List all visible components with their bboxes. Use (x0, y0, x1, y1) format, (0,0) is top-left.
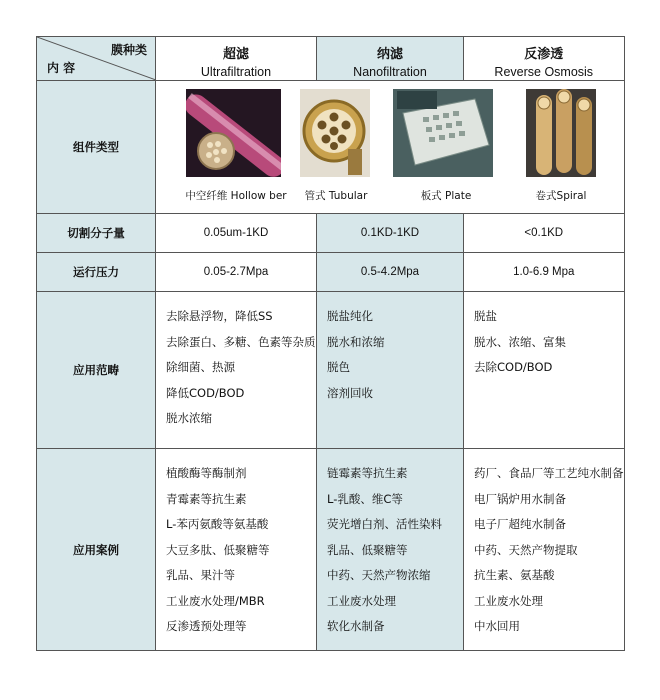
list-item: 去除蛋白、多糖、色素等杂质 (166, 334, 316, 349)
list-item: 去除COD/BOD (474, 360, 553, 374)
applications-nf (317, 292, 464, 449)
list-item: 中药、天然产物浓缩 (327, 568, 431, 582)
col-header-uf (156, 37, 317, 81)
caption-tubular: 管式 Tubular (304, 190, 368, 202)
list-item: L-苯丙氨酸等氨基酸 (166, 517, 269, 531)
list-item: 脱水浓缩 (166, 411, 212, 425)
spiral-module-image (526, 89, 596, 177)
list-item: 软化水制备 (327, 619, 385, 633)
list-item: 青霉素等抗生素 (166, 491, 247, 506)
list-item: 乳品、低聚糖等 (327, 542, 408, 557)
pressure-nf: 0.5-4.2Mpa (317, 253, 464, 292)
corner-header (37, 37, 156, 81)
row-label-cases: 应用案例 (37, 449, 156, 651)
list-item: 脱色 (327, 360, 350, 374)
membrane-type-label: 膜种类 (110, 43, 147, 57)
list-item: 降低COD/BOD (166, 385, 245, 400)
list-item: 溶剂回收 (327, 385, 373, 400)
plate-module-image (393, 89, 493, 177)
content-label: 内 容 (47, 61, 76, 75)
col-header-nf (317, 37, 464, 81)
col-header-ro (464, 37, 625, 81)
list-item: 工业废水处理 (474, 593, 543, 608)
col-header-zh: 纳滤 (376, 46, 403, 62)
list-item: 电厂锅炉用水制备 (474, 491, 566, 506)
cases-nf (317, 449, 464, 651)
col-header-zh: 反渗透 (524, 46, 564, 62)
col-header-en: Ultrafiltration (200, 64, 272, 79)
applications-ro (464, 292, 625, 449)
list-item: 荧光增白剂、活性染料 (327, 517, 442, 531)
cutoff-uf: 0.05um-1KD (156, 214, 317, 253)
list-item: 脱盐纯化 (327, 309, 373, 323)
caption-plate: 板式 Plate (420, 190, 472, 202)
list-item: 中药、天然产物提取 (474, 542, 578, 557)
list-item: 大豆多肽、低聚糖等 (166, 542, 270, 557)
list-item: 工业废水处理/MBR (166, 593, 265, 608)
col-header-zh: 超滤 (222, 46, 249, 62)
row-label-pressure: 运行压力 (37, 253, 156, 292)
col-header-en: Reverse Osmosis (494, 64, 594, 79)
cases-uf (156, 449, 317, 651)
list-item: 除细菌、热源 (166, 360, 235, 374)
cases-ro (464, 449, 625, 651)
list-item: 中水回用 (474, 619, 520, 633)
col-header-en: Nanofiltration (353, 64, 427, 79)
list-item: 工业废水处理 (327, 593, 396, 608)
list-item: 反渗透预处理等 (166, 619, 247, 633)
list-item: L-乳酸、维C等 (327, 491, 403, 506)
list-item: 电子厂超纯水制备 (474, 517, 566, 531)
list-item: 链霉素等抗生素 (327, 466, 408, 480)
list-item: 去除悬浮物，降低SS (166, 309, 273, 323)
list-item: 植酸酶等酶制剂 (166, 466, 247, 480)
list-item: 乳品、果汁等 (166, 568, 235, 582)
list-item: 脱水、浓缩、富集 (474, 334, 566, 349)
tubular-module-image (300, 89, 370, 177)
row-label-applications: 应用范畴 (37, 292, 156, 449)
row-label-cutoff: 切割分子量 (37, 214, 156, 253)
membrane-comparison-table (36, 36, 625, 651)
row-label-module-type: 组件类型 (37, 81, 156, 214)
list-item: 脱盐 (474, 309, 497, 323)
cutoff-nf: 0.1KD-1KD (317, 214, 464, 253)
cutoff-ro: <0.1KD (464, 214, 625, 253)
list-item: 药厂、食品厂等工艺纯水制备 (474, 466, 624, 480)
caption-hollow-fiber: 中空纤维 Hollow ber (185, 190, 287, 202)
list-item: 脱水和浓缩 (327, 334, 385, 349)
caption-spiral: 卷式Spiral (535, 190, 587, 202)
hollow-fiber-module-image (186, 89, 281, 177)
pressure-ro: 1.0-6.9 Mpa (464, 253, 625, 292)
pressure-uf: 0.05-2.7Mpa (156, 253, 317, 292)
list-item: 抗生素、氨基酸 (474, 568, 555, 582)
module-images-cell (156, 81, 625, 214)
applications-uf (156, 292, 317, 449)
